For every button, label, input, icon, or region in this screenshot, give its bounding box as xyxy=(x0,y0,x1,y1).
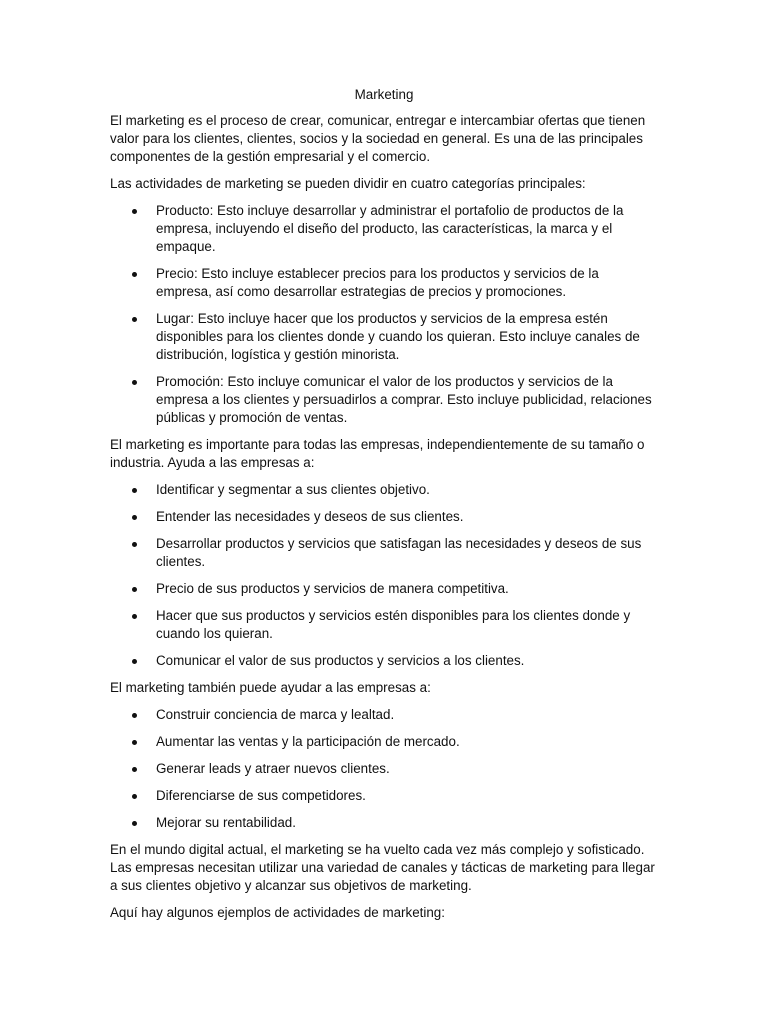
list-item xyxy=(110,760,658,778)
bullet-icon xyxy=(132,740,137,745)
list-item-text: Construir conciencia de marca y lealtad. xyxy=(156,707,395,722)
list-item-text: Precio de sus productos y servicios de manera competitiva. xyxy=(156,581,509,596)
list-item xyxy=(110,787,658,805)
bullet-icon xyxy=(132,587,137,592)
benefits-intro: El marketing también puede ayudar a las empresas a: xyxy=(110,680,431,695)
importance-list xyxy=(110,481,658,670)
list-item xyxy=(110,481,658,499)
bullet-icon xyxy=(132,614,137,619)
examples-intro: Aquí hay algunos ejemplos de actividades de marketing: xyxy=(110,905,445,920)
list-item xyxy=(110,202,658,256)
bullet-icon xyxy=(132,209,137,214)
list-item-text: Generar leads y atraer nuevos clientes. xyxy=(156,761,390,776)
list-item xyxy=(110,607,658,643)
list-item-text: Lugar: Esto incluye hacer que los productos y servicios de la empresa estén disponibles para los clientes donde y cuando los quieran. Esto incluye canales de distribución, logística y gestión minorista. xyxy=(156,311,640,362)
list-item-text: Identificar y segmentar a sus clientes objetivo. xyxy=(156,482,430,497)
bullet-icon xyxy=(132,713,137,718)
benefits-list xyxy=(110,706,658,832)
list-item-text: Mejorar su rentabilidad. xyxy=(156,815,296,830)
list-item xyxy=(110,265,658,301)
list-item xyxy=(110,733,658,751)
bullet-icon xyxy=(132,794,137,799)
list-item-text: Diferenciarse de sus competidores. xyxy=(156,788,366,803)
list-item xyxy=(110,373,658,427)
list-item xyxy=(110,814,658,832)
bullet-icon xyxy=(132,272,137,277)
list-item xyxy=(110,706,658,724)
bullet-icon xyxy=(132,488,137,493)
bullet-icon xyxy=(132,821,137,826)
importance-intro: El marketing es importante para todas las empresas, independientemente de su tamaño o industria. Ayuda a las empresas a: xyxy=(110,437,645,470)
list-item-text: Precio: Esto incluye establecer precios para los productos y servicios de la empresa, así como desarrollar estrategias de precios y promociones. xyxy=(156,266,599,299)
bullet-icon xyxy=(132,317,137,322)
list-item xyxy=(110,508,658,526)
bullet-icon xyxy=(132,542,137,547)
list-item xyxy=(110,580,658,598)
bullet-icon xyxy=(132,380,137,385)
list-item-text: Hacer que sus productos y servicios estén disponibles para los clientes donde y cuando los quieran. xyxy=(156,608,631,641)
bullet-icon xyxy=(132,767,137,772)
bullet-icon xyxy=(132,515,137,520)
digital-paragraph: En el mundo digital actual, el marketing se ha vuelto cada vez más complejo y sofisticado. Las empresas necesitan utilizar una variedad de canales y tácticas de marketing para llegar a sus clientes objetivo y alcanzar sus objetivos de marketing. xyxy=(110,842,655,893)
bullet-icon xyxy=(132,659,137,664)
intro-paragraph: El marketing es el proceso de crear, comunicar, entregar e intercambiar ofertas que tienen valor para los clientes, clientes, socios y la sociedad en general. Es una de las principales componentes de la gestión empresarial y el comercio. xyxy=(110,113,646,164)
list-item-text: Entender las necesidades y deseos de sus clientes. xyxy=(156,509,464,524)
list-item xyxy=(110,310,658,364)
list-item xyxy=(110,535,658,571)
list-item xyxy=(110,652,658,670)
categories-list xyxy=(110,202,658,427)
categories-intro: Las actividades de marketing se pueden dividir en cuatro categorías principales: xyxy=(110,176,586,191)
document-title: Marketing xyxy=(354,87,414,102)
list-item-text: Desarrollar productos y servicios que satisfagan las necesidades y deseos de sus clientes. xyxy=(156,536,642,569)
list-item-text: Comunicar el valor de sus productos y servicios a los clientes. xyxy=(156,653,525,668)
list-item-text: Promoción: Esto incluye comunicar el valor de los productos y servicios de la empresa a los clientes y persuadirlos a comprar. Esto incluye publicidad, relaciones públicas y promoción de ventas. xyxy=(156,374,652,425)
list-item-text: Aumentar las ventas y la participación de mercado. xyxy=(156,734,460,749)
list-item-text: Producto: Esto incluye desarrollar y administrar el portafolio de productos de la empresa, incluyendo el diseño del producto, las características, la marca y el empaque. xyxy=(156,203,624,254)
